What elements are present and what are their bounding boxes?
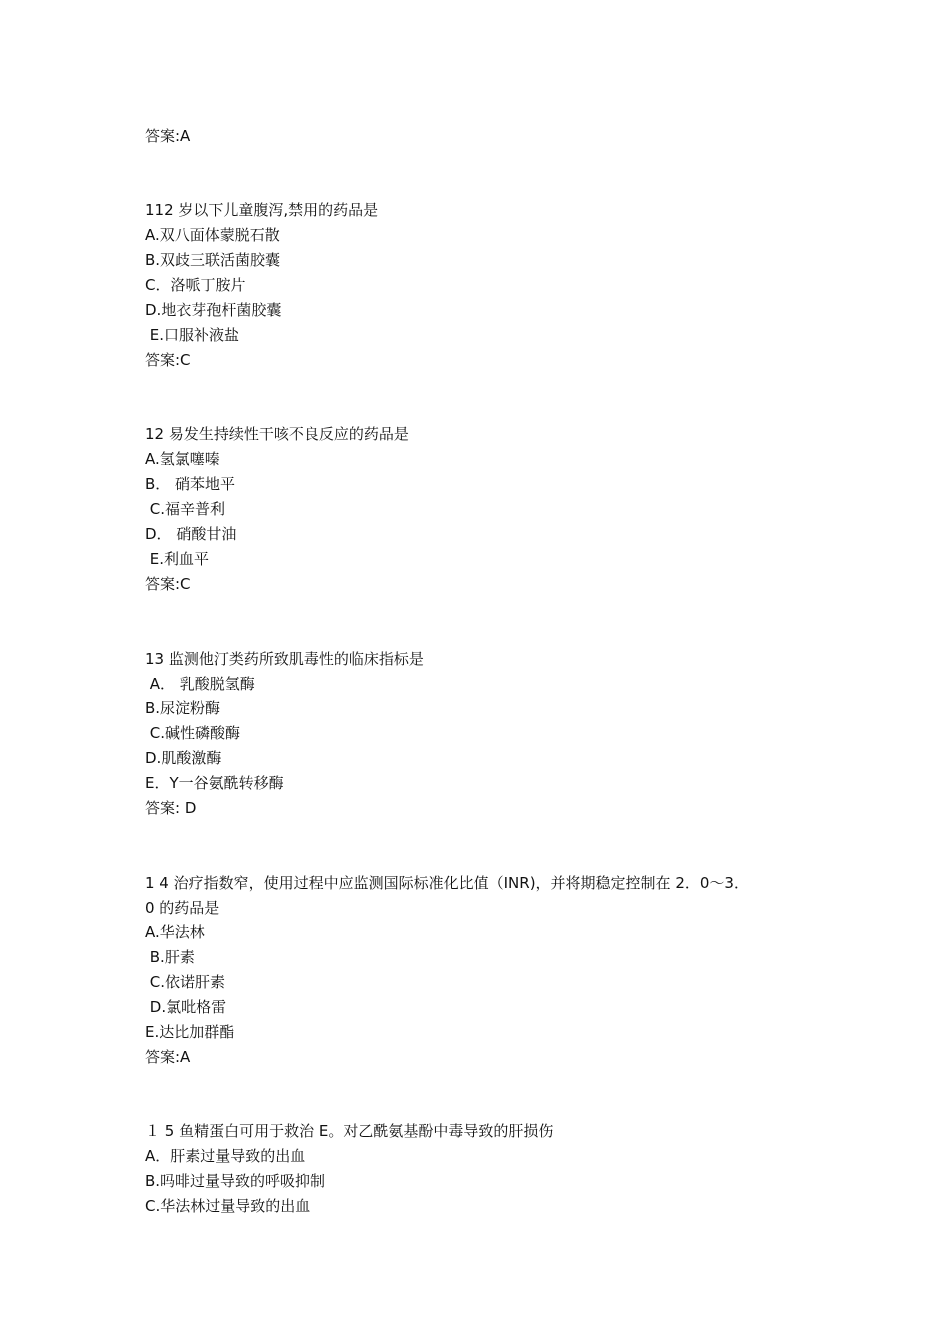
q12-option-a: A.氢氯噻嗪 bbox=[145, 450, 220, 468]
q14-option-c: C.依诺肝素 bbox=[145, 973, 226, 991]
q11-option-a: A.双八面体蒙脱石散 bbox=[145, 226, 280, 244]
q12-option-b: B． 硝苯地平 bbox=[145, 475, 236, 493]
q12-answer: 答案:C bbox=[145, 575, 191, 593]
q15-option-c: C.华法林过量导致的出血 bbox=[145, 1197, 311, 1215]
q14-option-d: D.氯吡格雷 bbox=[145, 998, 227, 1016]
q11-option-d: D.地衣芽孢杆菌胶囊 bbox=[145, 301, 282, 319]
q11-answer: 答案:C bbox=[145, 351, 191, 369]
q14-option-a: A.华法林 bbox=[145, 923, 205, 941]
question-13-text: 13 监测他汀类药所致肌毒性的临床指标是 bbox=[145, 650, 424, 668]
question-14-text-line1: 1 4 治疗指数窄，使用过程中应监测国际标准化比值（INR)，并将期稳定控制在 2．0～3． bbox=[145, 874, 749, 892]
q13-option-e: E．Y一谷氨酰转移酶 bbox=[145, 774, 284, 792]
question-15-text: １ 5 鱼精蛋白可用于救治 E。对乙酰氨基酚中毒导致的肝损伤 bbox=[145, 1122, 554, 1140]
question-11-text: 112 岁以下儿童腹泻,禁用的药品是 bbox=[145, 201, 379, 219]
q11-option-c: C．洛哌丁胺片 bbox=[145, 276, 246, 294]
q14-option-b: B.肝素 bbox=[145, 948, 195, 966]
q12-option-e: E.利血平 bbox=[145, 550, 210, 568]
question-14-text-line2: 0 的药品是 bbox=[145, 899, 220, 917]
q15-option-a: A．肝素过量导致的出血 bbox=[145, 1147, 306, 1165]
q13-option-d: D.肌酸激酶 bbox=[145, 749, 222, 767]
q11-option-b: B.双歧三联活菌胶囊 bbox=[145, 251, 281, 269]
q14-option-e: E.达比加群酯 bbox=[145, 1023, 235, 1041]
q12-option-d: D． 硝酸甘油 bbox=[145, 525, 237, 543]
q13-option-a: A． 乳酸脱氢酶 bbox=[145, 675, 255, 693]
question-12-text: 12 易发生持续性干咳不良反应的药品是 bbox=[145, 425, 409, 443]
q13-option-b: B.尿淀粉酶 bbox=[145, 699, 221, 717]
q13-option-c: C.碱性磷酸酶 bbox=[145, 724, 241, 742]
q11-option-e: E.口服补液盐 bbox=[145, 326, 240, 344]
q13-answer: 答案: D bbox=[145, 799, 197, 817]
q15-option-b: B.吗啡过量导致的呼吸抑制 bbox=[145, 1172, 326, 1190]
q14-answer: 答案:A bbox=[145, 1048, 191, 1066]
answer-text: 答案:A bbox=[145, 127, 191, 145]
q12-option-c: C.福辛普利 bbox=[145, 500, 226, 518]
